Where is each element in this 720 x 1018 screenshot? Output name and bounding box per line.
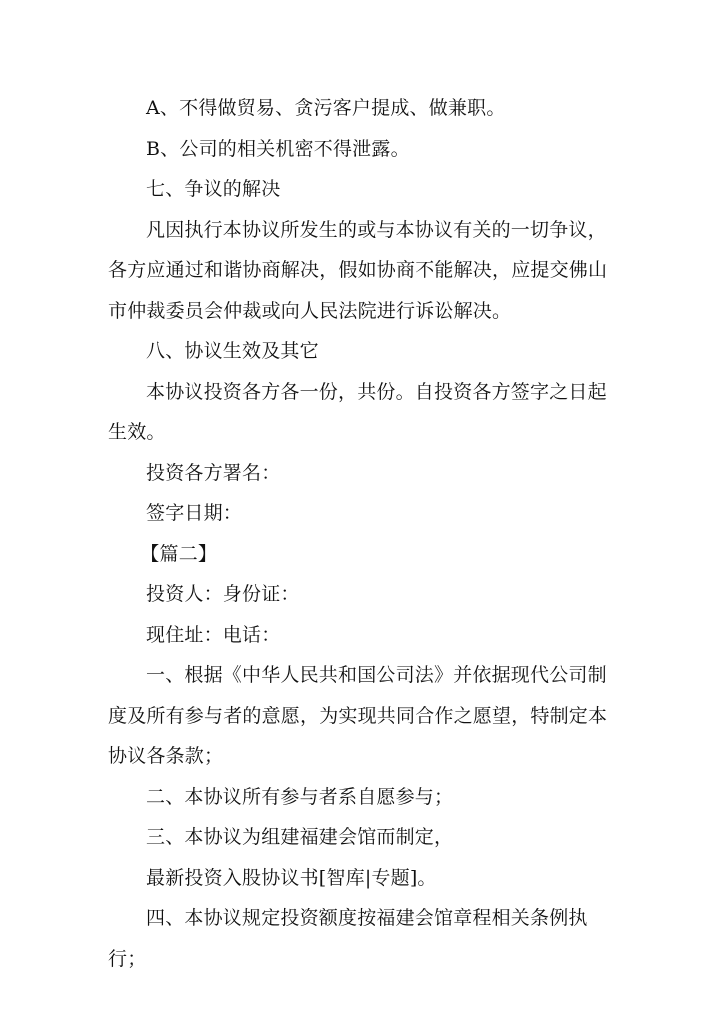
clause-a-paragraph: A、不得做贸易、贪污客户提成、做兼职。 [146, 97, 506, 119]
section-heading-effect: 八、协议生效及其它 [146, 340, 319, 362]
part-two-heading: 【篇二】 [140, 542, 218, 565]
section-heading-dispute: 七、争议的解决 [146, 178, 281, 200]
signing-date-line: 签字日期： [146, 502, 243, 524]
article-one-paragraph: 一、根据《中华人民共和国公司法》并依据现代公司制度及所有参与者的意愿，为实现共同合作之愿望，特制定本协议各条款； [108, 664, 608, 767]
effect-paragraph: 本协议投资各方各一份，共份。自投资各方签字之日起生效。 [108, 380, 607, 443]
address-phone-line: 现住址：电话： [146, 623, 281, 646]
article-four-paragraph: 四、本协议规定投资额度按福建会馆章程相关条例执行； [108, 907, 588, 970]
dispute-paragraph: 凡因执行本协议所发生的或与本协议有关的一切争议，各方应通过和谐协商解决，假如协商不能解决，应提交佛山市仲裁委员会仲裁或向人民法院进行诉讼解决。 [108, 218, 608, 322]
document-body [108, 88, 613, 979]
investor-id-line: 投资人：身份证： [146, 583, 300, 605]
clause-b-paragraph: B、公司的相关机密不得泄露。 [146, 137, 410, 160]
article-two-paragraph: 二、本协议所有参与者系自愿参与； [146, 785, 454, 808]
signatories-line: 投资各方署名： [146, 461, 281, 484]
topic-link-line: 最新投资入股协议书[智库|专题]。 [146, 866, 437, 889]
article-three-paragraph: 三、本协议为组建福建会馆而制定， [146, 826, 454, 848]
